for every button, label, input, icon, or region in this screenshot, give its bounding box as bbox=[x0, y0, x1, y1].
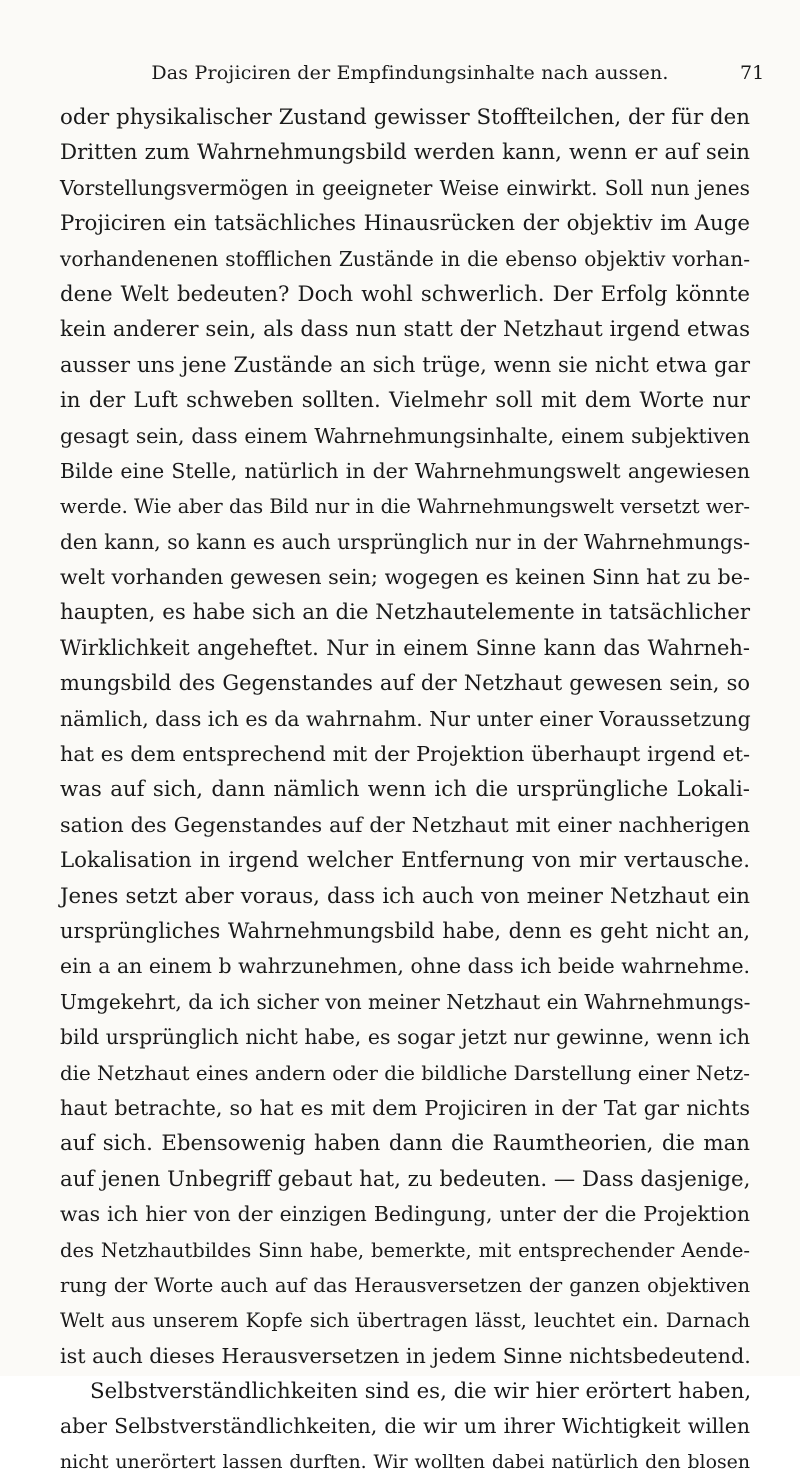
text-line: mungsbild des Gegenstandes auf der Netzhaut gewesen sein, so bbox=[60, 671, 750, 696]
text-line: Vorstellungsvermögen in geeigneter Weise einwirkt. Soll nun jenes bbox=[60, 175, 750, 200]
text-line: hat es dem entsprechend mit der Projektion überhaupt irgend et- bbox=[60, 742, 750, 767]
text-line: haupten, es habe sich an die Netzhautelemente in tatsächlicher bbox=[60, 600, 750, 626]
text-line: was ich hier von der einzigen Bedingung, unter der die Projektion bbox=[60, 1202, 750, 1227]
text-line: bild ursprünglich nicht habe, es sogar jetzt nur gewinne, wenn ich bbox=[60, 1025, 750, 1050]
text-line: welt vorhanden gewesen sein; wogegen es keinen Sinn hat zu be- bbox=[60, 565, 750, 590]
page-number: 71 bbox=[740, 62, 765, 84]
text-line: was auf sich, dann nämlich wenn ich die ursprüngliche Lokali- bbox=[60, 777, 750, 803]
text-line: oder physikalischer Zustand gewisser Stoffteilchen, der für den bbox=[60, 105, 750, 130]
text-line: ein a an einem b wahrzunehmen, ohne dass ich beide wahrnehme. bbox=[60, 954, 750, 979]
running-title: Das Projiciren der Empfindungsinhalte nach aussen. bbox=[151, 62, 669, 84]
text-line: ursprüngliches Wahrnehmungsbild habe, denn es geht nicht an, bbox=[60, 918, 750, 943]
text-line: kein anderer sein, als dass nun statt der Netzhaut irgend etwas bbox=[60, 317, 750, 343]
text-line: Jenes setzt aber voraus, dass ich auch von meiner Netzhaut ein bbox=[60, 883, 750, 909]
text-line: rung der Worte auch auf das Herausversetzen der ganzen objektiven bbox=[60, 1273, 750, 1297]
text-line: die Netzhaut eines andern oder die bildliche Darstellung einer Netz- bbox=[60, 1061, 750, 1085]
text-line: Lokalisation in irgend welcher Entfernung von mir vertausche. bbox=[60, 848, 750, 874]
text-line: dene Welt bedeuten? Doch wohl schwerlich. Der Erfolg könnte bbox=[60, 281, 750, 307]
text-line: aber Selbstverständlichkeiten, die wir um ihrer Wichtigkeit willen bbox=[60, 1414, 750, 1439]
text-line: gesagt sein, dass einem Wahrnehmungsinhalte, einem subjektiven bbox=[60, 423, 750, 448]
text-line: Selbstverständlichkeiten sind es, die wir hier erörtert haben, bbox=[90, 1379, 752, 1405]
text-line: Welt aus unserem Kopfe sich übertragen lässt, leuchtet ein. Darnach bbox=[60, 1309, 750, 1333]
text-line: auf sich. Ebensowenig haben dann die Raumtheorien, die man bbox=[60, 1131, 750, 1157]
text-line: in der Luft schweben sollten. Vielmehr soll mit dem Worte nur bbox=[60, 388, 750, 414]
body-text bbox=[60, 100, 750, 1480]
text-line: ausser uns jene Zustände an sich trüge, wenn sie nicht etwa gar bbox=[60, 352, 750, 377]
text-line: ist auch dieses Herausversetzen in jedem Sinne nichtsbedeutend. bbox=[60, 1343, 751, 1368]
text-line: haut betrachte, so hat es mit dem Projiciren in der Tat gar nichts bbox=[60, 1095, 750, 1120]
text-line: Wirklichkeit angeheftet. Nur in einem Sinne kann das Wahrneh- bbox=[60, 635, 750, 660]
text-line: Projiciren ein tatsächliches Hinausrücken der objektiv im Auge bbox=[60, 211, 750, 237]
text-line: Umgekehrt, da ich sicher von meiner Netzhaut ein Wahrnehmungs- bbox=[60, 989, 751, 1014]
text-line: sation des Gegenstandes auf der Netzhaut mit einer nachherigen bbox=[60, 812, 750, 837]
text-line: nicht unerörtert lassen durften. Wir wollten dabei natürlich den blosen bbox=[60, 1450, 750, 1473]
text-line: nämlich, dass ich es da wahrnahm. Nur unter einer Voraussetzung bbox=[60, 706, 751, 731]
text-line: des Netzhautbildes Sinn habe, bemerkte, mit entsprechender Aende- bbox=[60, 1238, 750, 1262]
text-line: vorhandenenen stofflichen Zustände in die ebenso objektiv vorhan- bbox=[60, 246, 750, 271]
text-line: auf jenen Unbegriff gebaut hat, zu bedeuten. — Dass dasjenige, bbox=[60, 1166, 751, 1192]
text-line: den kann, so kann es auch ursprünglich nur in der Wahrnehmungs- bbox=[60, 529, 750, 554]
text-line: Dritten zum Wahrnehmungsbild werden kann, wenn er auf sein bbox=[60, 140, 750, 166]
text-line: werde. Wie aber das Bild nur in die Wahrnehmungswelt versetzt wer- bbox=[60, 495, 750, 519]
text-line: Bilde eine Stelle, natürlich in der Wahrnehmungswelt angewiesen bbox=[60, 458, 750, 483]
